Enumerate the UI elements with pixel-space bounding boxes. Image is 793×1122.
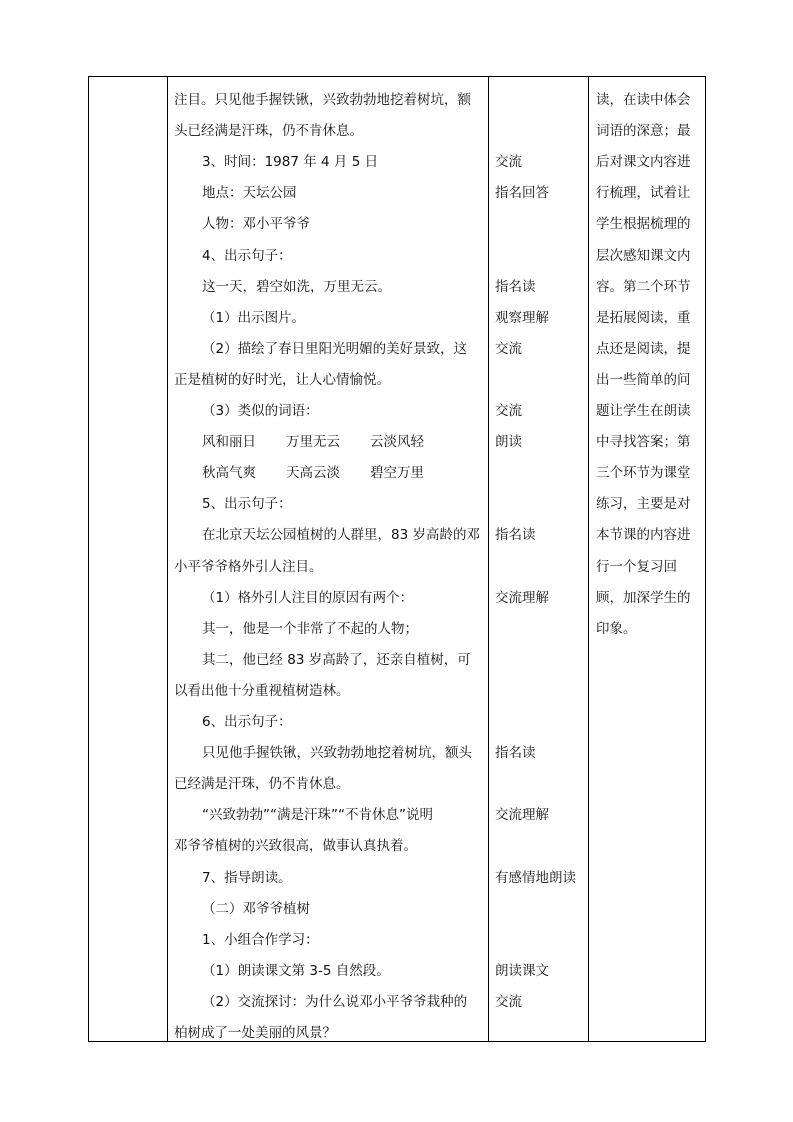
content-line: 人物：邓小平爷爷 <box>202 216 310 233</box>
activity-label: 朗读 <box>495 434 522 451</box>
content-line: 7、指导朗读。 <box>202 869 292 886</box>
column-divider-2 <box>488 77 489 1041</box>
similar-word: 碧空万里 <box>370 465 424 482</box>
content-line: （1）朗读课文第 3-5 自然段。 <box>202 962 390 979</box>
design-note-line: 中寻找答案；第 <box>596 434 691 451</box>
content-line: 其二，他已经 83 岁高龄了，还亲自植树，可 <box>202 651 471 668</box>
content-line: 注目。只见他手握铁锹，兴致勃勃地挖着树坑，额 <box>174 92 471 108</box>
design-note-line: 本节课的内容进 <box>596 527 691 544</box>
content-line: 已经满是汗珠，仍不肯休息。 <box>174 776 350 793</box>
design-note-line: 是拓展阅读，重 <box>596 309 691 326</box>
design-note-line: 层次感知课文内 <box>596 247 691 264</box>
content-line: 5、出示句子： <box>202 496 292 513</box>
content-line: （2）描绘了春日里阳光明媚的美好景致，这 <box>202 340 468 357</box>
content-line: 这一天，碧空如洗，万里无云。 <box>202 278 391 295</box>
content-line: （3）类似的词语： <box>202 403 319 419</box>
similar-word: 天高云淡 <box>286 465 340 482</box>
activity-label: 指名读 <box>495 278 536 295</box>
activity-label: 交流理解 <box>495 589 549 606</box>
content-line <box>202 432 440 452</box>
content-line: 3、时间：1987 年 4 月 5 日 <box>202 154 379 171</box>
content-line: 头已经满是汗珠，仍不肯休息。 <box>174 123 363 140</box>
design-note-line: 题让学生在朗读 <box>596 403 691 419</box>
activity-label: 指名读 <box>495 745 536 762</box>
activity-label: 交流 <box>495 993 522 1010</box>
content-line: （2）交流探讨：为什么说邓小平爷爷栽种的 <box>202 993 468 1010</box>
design-note-line: 读，在读中体会 <box>596 92 691 108</box>
design-note-line: 行梳理，试着让 <box>596 185 691 202</box>
content-line <box>202 463 440 483</box>
design-note-line: 三个环节为课堂 <box>596 465 691 482</box>
activity-label: 交流理解 <box>495 807 549 824</box>
similar-word: 风和丽日 <box>202 434 256 451</box>
design-note-line: 词语的深意；最 <box>596 123 691 140</box>
column-divider-3 <box>588 77 589 1041</box>
design-note-line: 后对课文内容进 <box>596 154 691 171</box>
design-note-line: 行一个复习回 <box>596 558 677 575</box>
content-line: 6、出示句子： <box>202 714 292 730</box>
content-line: 只见他手握铁锹，兴致勃勃地挖着树坑，额头 <box>202 745 472 762</box>
content-line: 其一，他是一个非常了不起的人物； <box>202 620 418 637</box>
design-note-line: 学生根据梳理的 <box>596 216 691 233</box>
content-line: “兴致勃勃”“满是汗珠”“不肯休息”说明 <box>202 807 433 824</box>
design-note-line: 练习，主要是对 <box>596 496 691 513</box>
design-note-line: 容。第二个环节 <box>596 278 691 295</box>
content-line: 邓爷爷植树的兴致很高，做事认真执着。 <box>174 838 417 855</box>
design-note-line: 印象。 <box>596 620 637 637</box>
column-divider-1 <box>167 77 168 1041</box>
content-line: （1）格外引人注目的原因有两个： <box>202 589 414 606</box>
content-line: 小平爷爷格外引人注目。 <box>174 558 323 575</box>
design-note-line: 出一些简单的问 <box>596 371 691 388</box>
similar-word: 万里无云 <box>286 434 340 451</box>
content-line: （1）出示图片。 <box>202 309 306 326</box>
activity-label: 有感情地朗读 <box>495 869 576 886</box>
content-line: （二）邓爷爷植树 <box>202 900 310 917</box>
content-line: 1、小组合作学习： <box>202 931 319 948</box>
similar-word: 云淡风轻 <box>370 434 424 451</box>
content-line: 在北京天坛公园植树的人群里，83 岁高龄的邓 <box>202 527 480 544</box>
activity-label: 观察理解 <box>495 309 549 326</box>
activity-label: 指名读 <box>495 527 536 544</box>
content-line: 柏树成了一处美丽的风景？ <box>174 1025 336 1041</box>
content-line: 正是植树的好时光，让人心情愉悦。 <box>174 371 390 388</box>
content-line: 地点：天坛公园 <box>202 185 297 202</box>
content-line: 以看出他十分重视植树造林。 <box>174 682 350 699</box>
activity-label: 交流 <box>495 403 522 419</box>
content-line: 4、出示句子： <box>202 247 292 264</box>
design-note-line: 点还是阅读，提 <box>596 340 691 357</box>
design-note-line: 顾，加深学生的 <box>596 589 691 606</box>
activity-label: 交流 <box>495 154 522 171</box>
activity-label: 交流 <box>495 340 522 357</box>
activity-label: 朗读课文 <box>495 962 549 979</box>
activity-label: 指名回答 <box>495 185 549 202</box>
similar-word: 秋高气爽 <box>202 465 256 482</box>
